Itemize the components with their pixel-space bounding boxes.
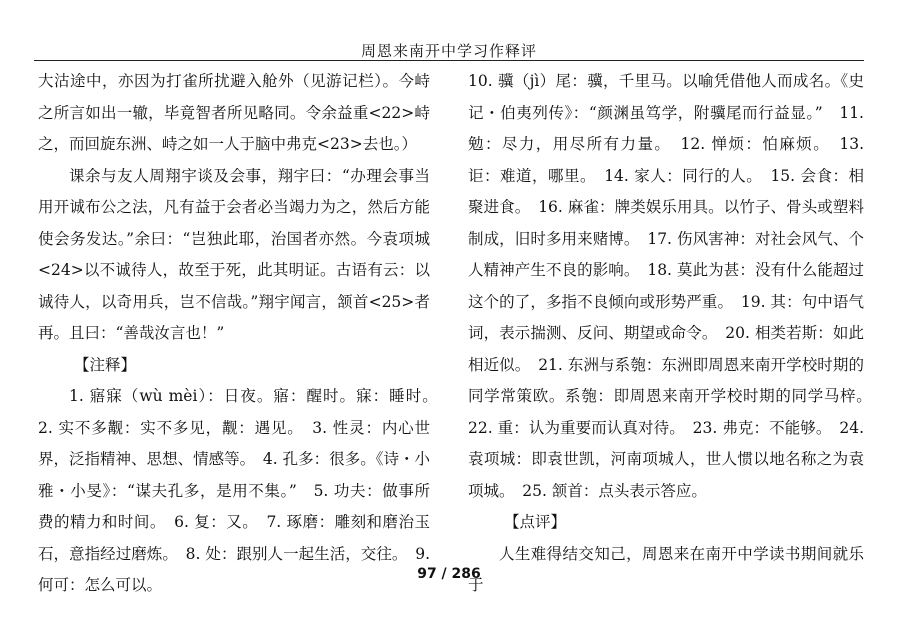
left-column: [38, 66, 446, 602]
essay-paragraph: 课余与友人周翔宇谈及会事，翔宇曰：“办理会事当用开诚布公之法，凡有益于会者必当竭力为之，然后方能使会务发达。”余曰：“岂独此耶，治国者亦然。今袁项城<24>以不诚待人，故至于死，此其明证。古语有云：以诚待人，以奇用兵，岂不信哉。”翔宇闻言，颔首<25>者再。且曰：“善哉汝言也！”: [38, 166, 430, 342]
header-divider: [34, 60, 864, 61]
comment-paragraph: 人生难得结交知己，周恩来在南开中学读书期间就乐于: [468, 544, 864, 594]
running-header: 周恩来南开中学习作释评: [360, 42, 537, 60]
page-number: 97 / 286: [417, 566, 481, 582]
notes-heading: 【注释】: [74, 355, 137, 374]
notes-paragraph: 10. 骥（jì）尾：骥，千里马。以喻凭借他人而成名。《史记・伯夷列传》：“颜渊虽笃学，附骥尾而行益显。” 11. 勉：尽力，用尽所有力量。 12. 惮烦：怕麻烦。 13. 讵：难道，哪里。 14. 家人：同行的人。 15. 会食：相聚进食。 16. 麻雀：牌类娱乐用具。以竹子、骨头或塑料制成，旧时多用来赌博。 17. 伤风害神：对社会风气、个人精神产生不良的影响。 18. 莫此为甚：没有什么能超过这个的了，多指不良倾向或形势严重。 19. 其：句中语气词，表示揣测、反问、期望或命令。 20. 相类若斯：如此相近似。 21. 东洲与系匏：东洲即周恩来南开学校时期的同学常策欧。系匏：即周恩来南开学校时期的同学马梓。 22. 重：认为重要而认真对待。 23. 弗克：不能够。 24. 袁项城：即袁世凯，河南项城人，世人惯以地名称之为袁项城。 25. 颔首：点头表示答应。: [468, 72, 880, 500]
notes-paragraph: 1. 寤寐（wù mèi）：日夜。寤：醒时。寐：睡时。 2. 实不多觏：实不多见，觏：遇见。 3. 性灵：内心世界，泛指精神、思想、情感等。 4. 孔多：很多。《诗・小雅・小旻》：“谋夫孔多，是用不集。” 5. 功夫：做事所费的精力和时间。 6. 复：又。 7. 琢磨：雕刻和磨治玉石，意指经过磨炼。 8. 处：跟别人一起生活，交往。 9. 何可：怎么可以。: [38, 387, 446, 594]
comment-heading: 【点评】: [504, 513, 567, 531]
essay-paragraph: 大沽途中，亦因为打雀所扰避入舱外（见游记栏）。今峙之所言如出一辙，毕竟智者所见略同。令余益重<22>峙之，而回旋东洲、峙之如一人于脑中弗克<23>去也。）: [38, 72, 430, 153]
right-column: [468, 66, 880, 602]
